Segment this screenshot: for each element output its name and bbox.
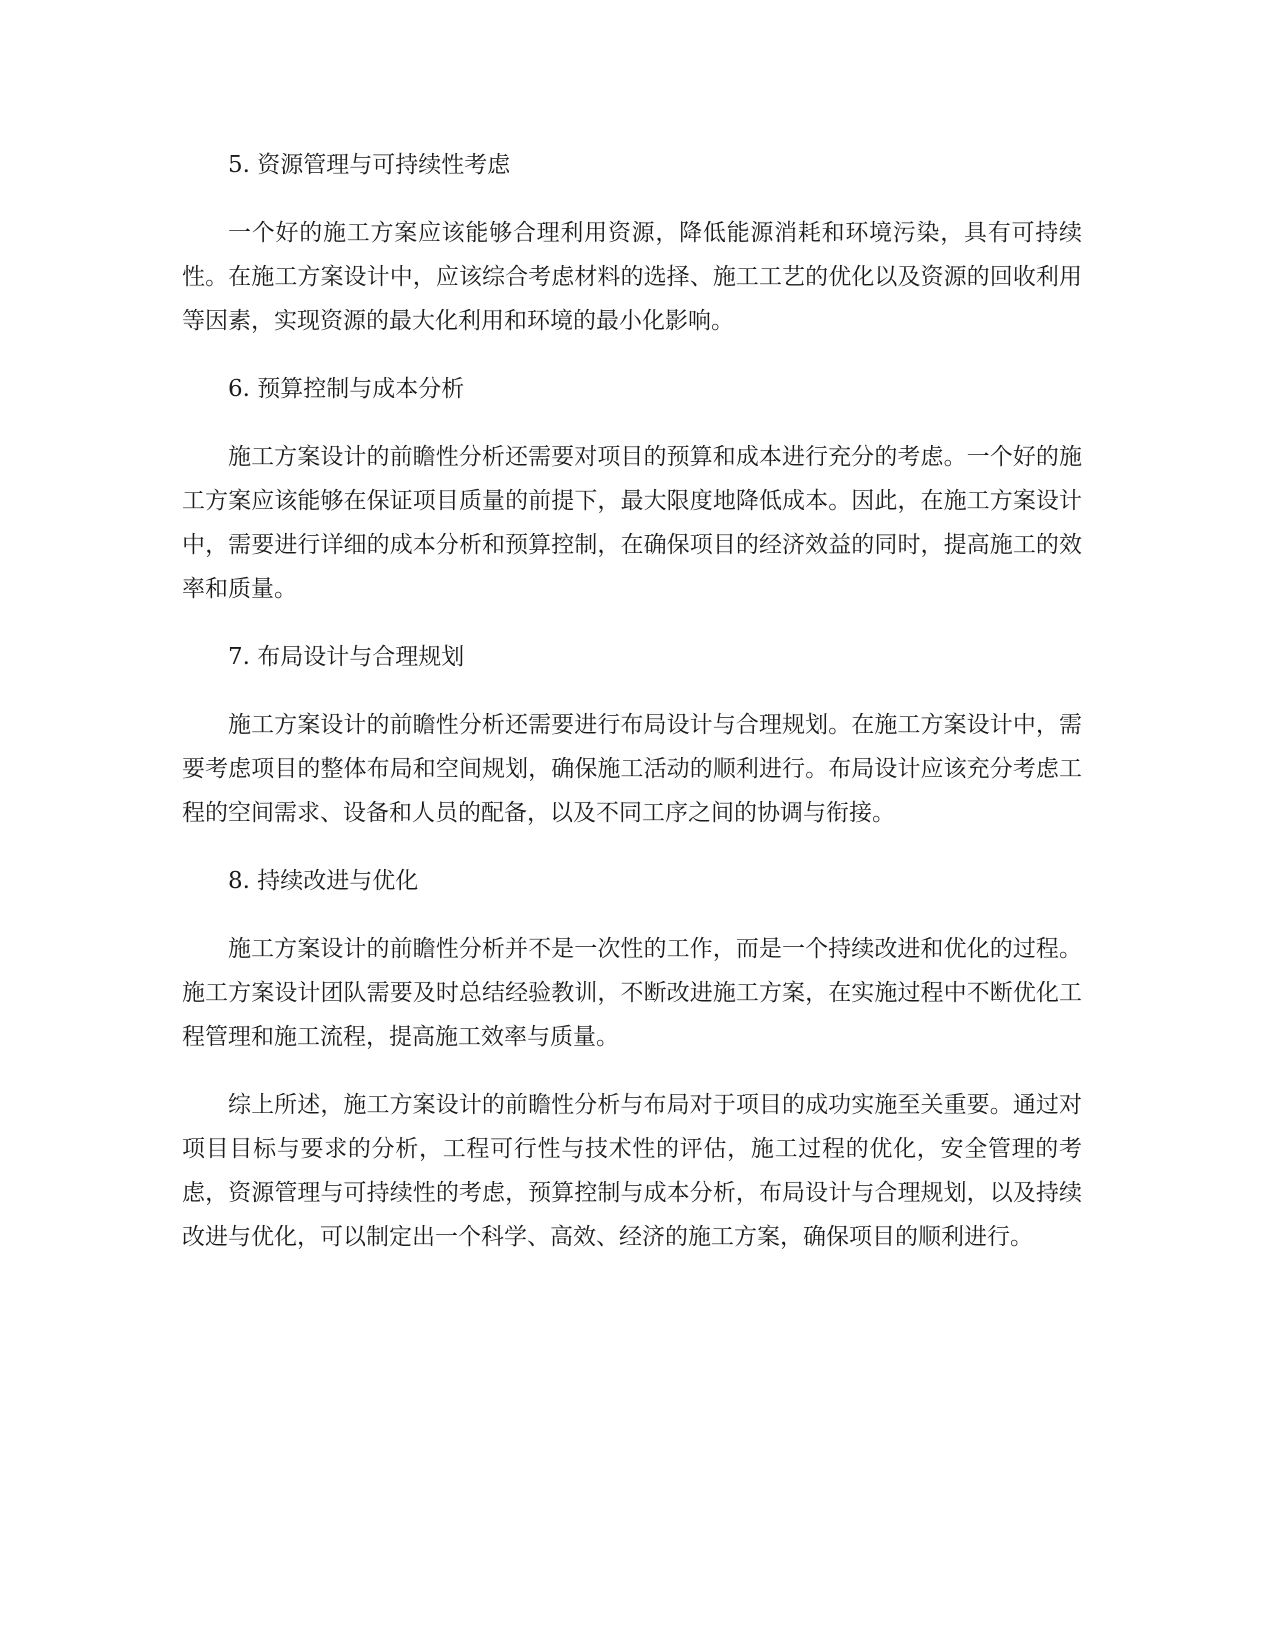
- section-heading-8: 8. 持续改进与优化: [228, 868, 419, 894]
- section-heading-7: 7. 布局设计与合理规划: [228, 644, 465, 670]
- section-7-paragraph: 施工方案设计的前瞻性分析还需要进行布局设计与合理规划。在施工方案设计中，需要考虑项目的整体布局和空间规划，确保施工活动的顺利进行。布局设计应该充分考虑工程的空间需求、设备和人员的配备，以及不同工序之间的协调与衔接。: [182, 712, 1082, 826]
- section-heading-5: 5. 资源管理与可持续性考虑: [228, 152, 511, 178]
- conclusion-paragraph: 综上所述，施工方案设计的前瞻性分析与布局对于项目的成功实施至关重要。通过对项目目标与要求的分析，工程可行性与技术性的评估，施工过程的优化，安全管理的考虑，资源管理与可持续性的考虑，预算控制与成本分析，布局设计与合理规划，以及持续改进与优化，可以制定出一个科学、高效、经济的施工方案，确保项目的顺利进行。: [182, 1092, 1082, 1250]
- section-8-paragraph: 施工方案设计的前瞻性分析并不是一次性的工作，而是一个持续改进和优化的过程。施工方案设计团队需要及时总结经验教训，不断改进施工方案，在实施过程中不断优化工程管理和施工流程，提高施工效率与质量。: [182, 936, 1082, 1050]
- section-heading-6: 6. 预算控制与成本分析: [228, 376, 465, 402]
- section-5-paragraph: 一个好的施工方案应该能够合理利用资源，降低能源消耗和环境污染，具有可持续性。在施工方案设计中，应该综合考虑材料的选择、施工工艺的优化以及资源的回收利用等因素，实现资源的最大化利用和环境的最小化影响。: [182, 220, 1082, 334]
- document-body: [182, 143, 1082, 1283]
- section-6-paragraph: 施工方案设计的前瞻性分析还需要对项目的预算和成本进行充分的考虑。一个好的施工方案应该能够在保证项目质量的前提下，最大限度地降低成本。因此，在施工方案设计中，需要进行详细的成本分析和预算控制，在确保项目的经济效益的同时，提高施工的效率和质量。: [182, 444, 1082, 602]
